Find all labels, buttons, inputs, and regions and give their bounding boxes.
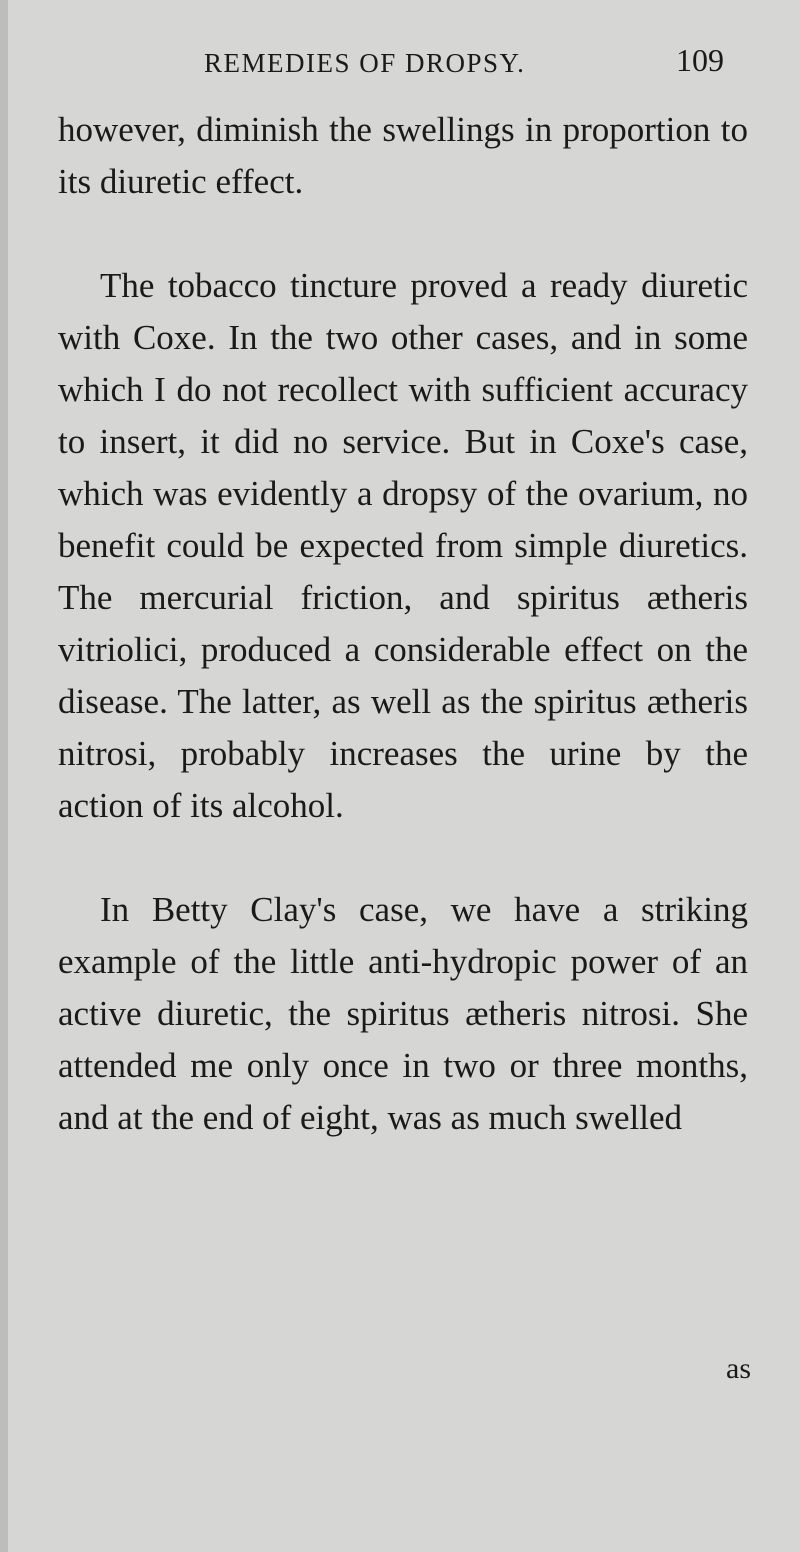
running-title: REMEDIES OF DROPSY. [204,48,526,78]
paragraph-1: however, diminish the swellings in proportion to its diuretic effect. [58,110,748,201]
paragraph-2: The tobacco tincture proved a ready diuretic with Coxe. In the two other cases, and in some which I do not recollect with sufficient accuracy to insert, it did no service. But in Coxe's case, which was evidently a dropsy of the ovarium, no benefit could be expected from simple diuretics. The mercurial friction, and spiritus ætheris vitriolici, produced a considerable effect on the disease. The latter, as well as the spiritus ætheris nitrosi, probably increases the urine by the action of its alcohol. [58,266,748,825]
paragraph-3: In Betty Clay's case, we have a striking example of the little anti-hydropic power of an active diuretic, the spiritus ætheris nitrosi. She attended me only once in two or three months, and at the end of eight, was as much swelled [58,890,748,1137]
page-number: 109 [676,42,724,78]
catchword: as [726,1352,751,1385]
page-header [8,42,800,92]
body-text [58,104,748,1144]
